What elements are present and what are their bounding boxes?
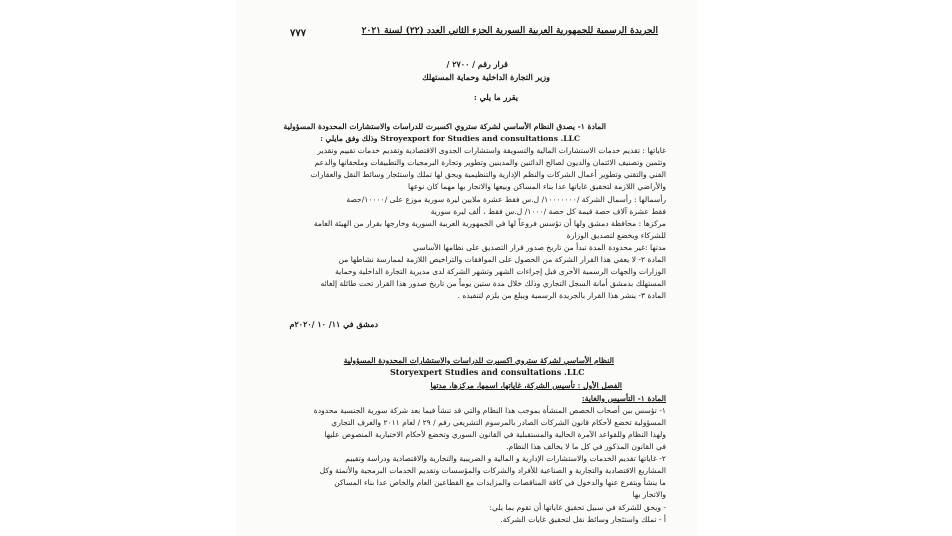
aims-line-1: غاياتها : تقديم خدمات الاستشارات المالية والتسويقة واستشارات الجدوى الاقتصادية وتقديم خدمات تقييم وتقدير <box>317 146 666 155</box>
term-line: مدتها :غير محدودة المدة تبدأ من تاريخ صدور قرار التصديق على نظامها الأساسي <box>413 243 666 252</box>
statute-title-english: Storyexpert Studies and consultations .LLC <box>390 367 585 377</box>
capital-line-1: رأسمالها : رأسمال الشركة /١٠٠٠٠٠٠٠/ ل.س فقط عشرة ملايين ليرة سورية موزع على /١٠٠٠٠/حصة <box>346 195 666 204</box>
statute-para-2-line-3: ما ينشأ ويتفرع عنها والدخول في كافة المناقصات والمزايدات مع القطاعين العام والخاص عدا بناء المساكن <box>334 478 666 487</box>
hq-line-1: مركزها : محافظة دمشق ولها أن تؤسس فروعاً لها في الجمهورية العربية السورية وخارجها بقرار من الهيئة العامة <box>313 219 666 228</box>
article-2-line-1: المادة ٢- لا يعفي هذا القرار الشركة من الحصول على الموافقات والتراخيص اللازمة لممارسة نشاطها من <box>338 255 666 264</box>
article-2-line-2: الوزارات والجهات الرسمية الأخرى قبل إجراءات الشهر وتشهر الشركة لدى مديرية التجارة الداخلية وحماية <box>335 267 666 276</box>
statute-para-1-line-1: ١- تؤسس بين أصحاب الحصص المنشأة بموجب هذا النظام والتي قد تنشأ فيما بعد شركة سورية الجنسية محدودة <box>313 406 666 415</box>
statute-para-2-line-2: المشاريع الاقتصادية والتجارية و الصناعية للأفراد والشركات والمؤسسات وتقديم الخدمات البرمجية والأتمتة وكل <box>319 466 666 475</box>
article-3-line: المادة ٣- ينشر هذا القرار بالجريدة الرسمية ويبلغ من يلزم لتنفيذه . <box>457 291 666 300</box>
gazette-page <box>236 0 698 536</box>
decision-number: قرار رقم / ٢٧٠٠ / <box>446 59 508 69</box>
article-2-line-3: المستهلك بدمشق أمانة السجل التجاري وذلك خلال مدة ستين يوماً من تاريخ صدور هذا القرار تحت طائلة إلغائه <box>320 279 666 288</box>
aims-line-2: وتثمين وتصنيف الائتمان والديون لصالح الدائنين والمدينين وتطوير وتجارة البرمجيات والتطبيقات وملحقاتها والدعم <box>314 158 666 167</box>
aims-line-3: الفني والتقني وتطوير أعمال الشركات والنظم الإدارية والتنظيمية ويحق لها تملك واستئجار وسائط النقل والعقارات <box>310 170 666 179</box>
statute-para-1-line-4: في القانون المذكور في كل ما لا يخالف هذا النظام. <box>506 442 666 451</box>
decision-issuer: وزير التجارة الداخلية وحماية المستهلك <box>422 72 550 82</box>
article-1-line-2: Stroyexport for Studies and consultations .LLC وذلك وفق مايلي : <box>320 134 580 143</box>
aims-line-4: والأراضي اللازمة لتحقيق غاياتها عدا بناء المساكن وبيعها والاتجار بها مهما كان نوعها <box>408 182 666 191</box>
hq-line-2: للشركاء ويخضع لتصديق الوزارة <box>566 231 666 240</box>
page-number: ٧٧٧ <box>290 28 307 39</box>
statute-title-arabic: النظام الأساسي لشركة ستروي اكسبرت للدراسات والاستشارات المحدودة المسؤولية <box>343 356 614 365</box>
article-1-line-1: المادة ١- يصدق النظام الأساسي لشركة ستروي اكسبرت للدراسات والاستشارات المحدودة المسؤولية <box>283 122 606 131</box>
statute-para-1-line-3: ولهذا النظام وللقواعد الآمرة الحالية والمستقبلية في القانون السوري وتخضع لأحكام الاختيارية المنصوص عليها <box>324 430 666 439</box>
decision-decides: يقرر ما يلي : <box>473 92 518 102</box>
statute-para-4: أ - تملك واستئجار وسائط نقل لتحقيق غايات الشركة. <box>500 515 666 524</box>
statute-para-3: - ويحق للشركة في سبيل تحقيق غاياتها أن تقوم بما يلي: <box>489 503 666 512</box>
statute-article-1-title: المادة ١- التأسيس والغاية: <box>581 394 666 403</box>
statute-para-2-line-4: والاتجار بها <box>632 490 666 499</box>
statute-chapter-heading: الفصل الأول : تأسيس الشركة، غاياتها، اسمها، مركزها، مدتها <box>430 381 622 390</box>
capital-line-2: فقط عشرة آلاف حصة قيمة كل حصة /١٠٠٠/ ل.س فقط ، ألف ليرة سورية <box>430 207 666 216</box>
statute-para-2-line-1: ٢- غاياتها تقديم الخدمات والاستشارات الإدارية و المالية و الضريبية والتجارية والاقتصادية ودراسة وتقييم <box>345 454 666 463</box>
gazette-header-title: الجريدة الرسمية للجمهورية العربية السورية الجزء الثاني العدد (٢٢) لسنة ٢٠٢١ <box>361 26 658 36</box>
statute-para-1-line-2: المسؤولية تخضع لأحكام قانون الشركات الصادر بالمرسوم التشريعي رقم / ٢٩ / لعام ٢٠١١ والعرف التجاري <box>331 418 666 427</box>
decision-date: دمشق في ١١/ ١٠ /٢٠٢٠م <box>289 319 378 329</box>
